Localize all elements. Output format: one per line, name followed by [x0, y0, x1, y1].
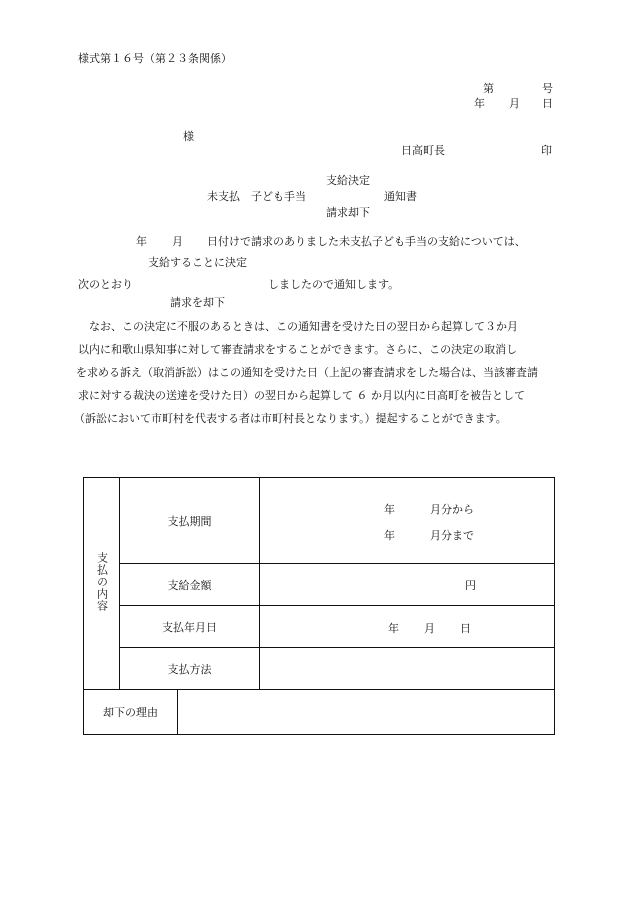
title-option-decision: 支給決定 — [326, 174, 370, 187]
title-option-reject: 請求却下 — [326, 206, 370, 219]
body-option-pay: 支給することに決定 — [148, 256, 247, 269]
notice-line: 以内に和歌山県知事に対して審査請求をすることができます。さらに、この決定の取消し — [78, 343, 518, 356]
amount-label: 支給金額 — [120, 564, 260, 606]
body-date-year: 年 — [136, 235, 147, 248]
number-suffix: 号 — [542, 82, 553, 95]
payment-details-table — [83, 477, 555, 735]
period-value-cell[interactable] — [260, 478, 555, 564]
period-to-year: 年 — [384, 528, 395, 542]
payment-method-label: 支払方法 — [120, 648, 260, 690]
rejection-reason-cell[interactable] — [178, 690, 555, 735]
payment-date-month: 月 — [424, 621, 435, 635]
payment-date-year: 年 — [388, 621, 399, 635]
date-day-label: 日 — [542, 97, 553, 110]
body-line2-right: しましたので通知します。 — [268, 278, 400, 291]
body-date-month: 月 — [172, 235, 183, 248]
payment-date-label: 支払年月日 — [120, 606, 260, 648]
body-option-reject: 請求を却下 — [170, 296, 225, 309]
issuer-name: 日高町長 — [401, 144, 445, 157]
period-from-text: 月分から — [430, 502, 474, 516]
date-year-label: 年 — [474, 97, 485, 110]
notice-line: なお、この決定に不服のあるときは、この通知書を受けた日の翌日から起算して３か月 — [89, 320, 518, 333]
payment-date-day: 日 — [460, 621, 471, 635]
title-right: 通知書 — [384, 190, 417, 203]
notice-line: を求める訴え（取消訴訟）はこの通知を受けた日（上記の審査請求をした場合は、当該審査請 — [76, 366, 538, 379]
amount-value-cell[interactable] — [260, 564, 555, 606]
period-label: 支払期間 — [120, 478, 260, 564]
date-month-label: 月 — [509, 97, 520, 110]
payment-date-cell[interactable] — [260, 606, 555, 648]
rejection-reason-label: 却下の理由 — [84, 690, 178, 735]
body-line1: 日付けで請求のありました未支払子ども手当の支給については、 — [207, 235, 526, 248]
payment-content-group-label: 支払の内容 — [84, 478, 120, 690]
body-line2-left: 次のとおり — [78, 278, 133, 291]
period-to-text: 月分まで — [430, 528, 474, 542]
notice-line: 求に対する裁決の送達を受けた日）の翌日から起算して ６ か月以内に日高町を被告として — [78, 389, 525, 402]
period-from-year: 年 — [384, 502, 395, 516]
title-left: 未支払 子ども手当 — [207, 190, 306, 203]
seal-mark: 印 — [541, 144, 552, 157]
addressee-suffix: 様 — [183, 130, 194, 143]
payment-method-cell[interactable] — [260, 648, 555, 690]
number-label: 第 — [483, 82, 494, 95]
amount-unit: 円 — [465, 578, 476, 592]
form-number: 様式第１６号（第２３条関係） — [78, 52, 232, 65]
notice-line: （訴訟において市町村を代表する者は市町村長となります。）提起することができます。 — [74, 412, 507, 425]
